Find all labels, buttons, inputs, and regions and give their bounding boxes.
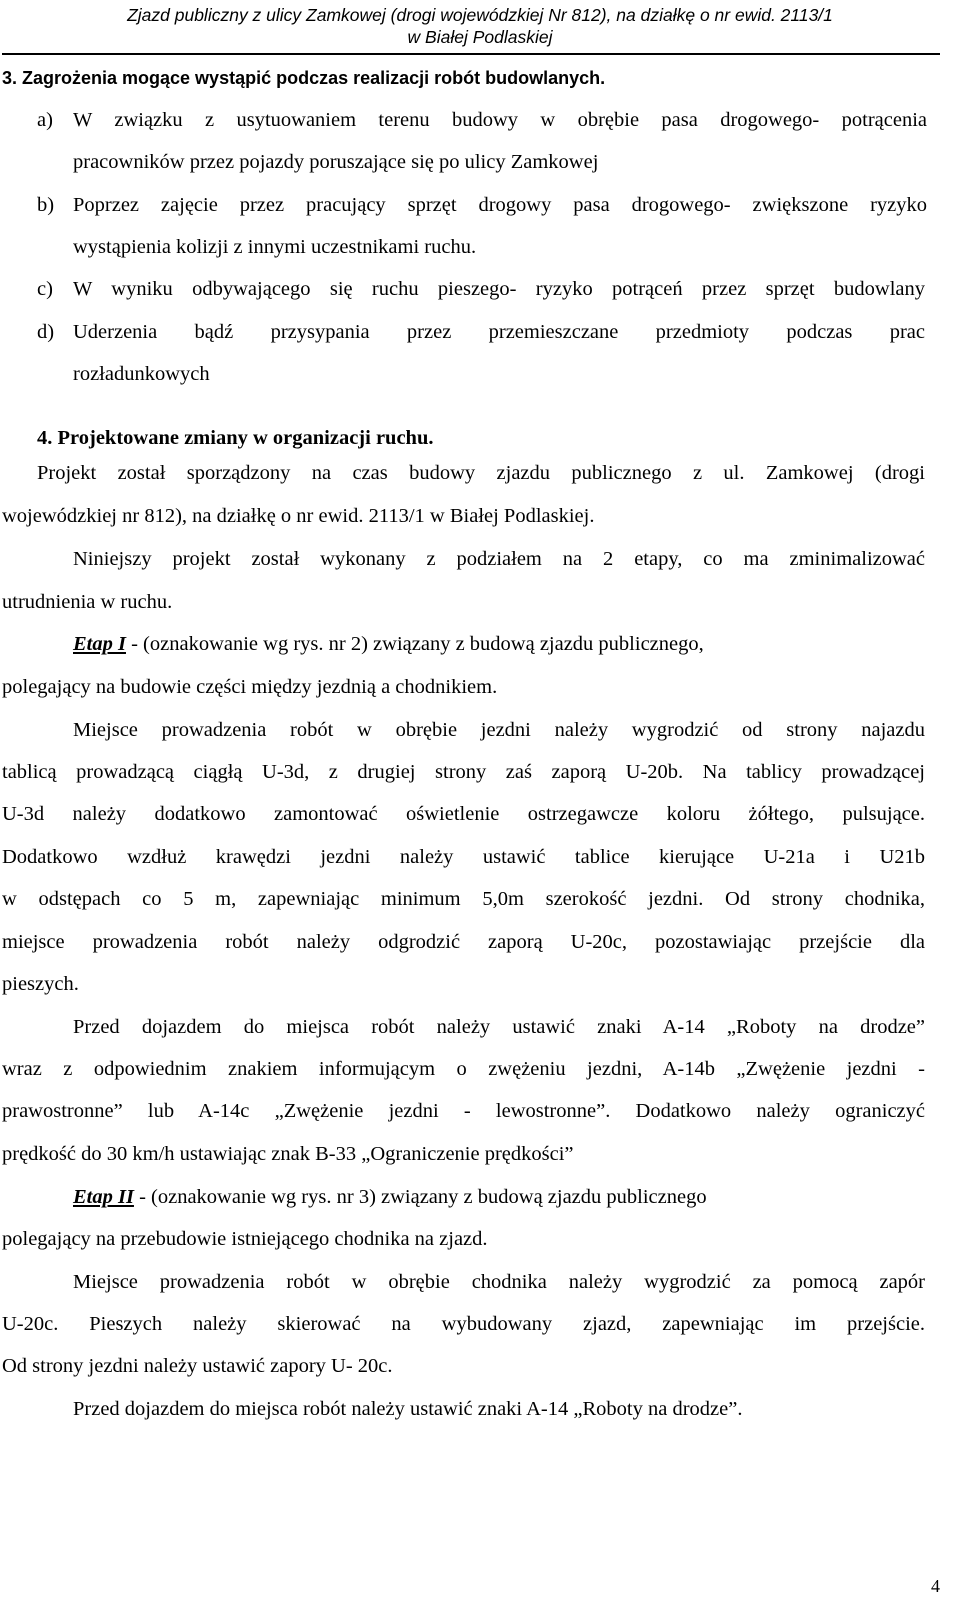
- p4-line1: Przed dojazdem do miejsca robót należy ustawić znaki A-14 „Roboty na drodze”: [73, 1016, 925, 1038]
- etap1-label: Etap I: [73, 633, 126, 655]
- item-d-label: d): [37, 321, 55, 343]
- p2-line1: Niniejszy projekt został wykonany z podziałem na 2 etapy, co ma zminimalizować: [73, 548, 925, 570]
- etap2-text: - (oznakowanie wg rys. nr 3) związany z budową zjazdu publicznego: [133, 1186, 707, 1208]
- etap1-line2: polegający na budowie części między jezdnią a chodnikiem.: [2, 676, 498, 698]
- p6-line1: Przed dojazdem do miejsca robót należy ustawić znaki A-14 „Roboty na drodze”.: [73, 1398, 743, 1420]
- header-rule: [2, 53, 940, 55]
- running-header-line2: w Białej Podlaskiej: [407, 27, 553, 47]
- p2-line2: utrudnienia w ruchu.: [2, 591, 173, 613]
- p4-line3: prawostronne” lub A-14c „Zwężenie jezdni - lewostronne”. Dodatkowo należy ograniczyć: [2, 1100, 925, 1122]
- item-b-label: b): [37, 194, 55, 216]
- p4-line4: prędkość do 30 km/h ustawiając znak B-33 „Ograniczenie prędkości”: [2, 1143, 574, 1165]
- item-c-line1: W wyniku odbywającego się ruchu pieszego- ryzyko potrąceń przez sprzęt budowlany: [73, 278, 925, 300]
- p3-line2: tablicą prowadzącą ciągłą U-3d, z drugiej strony zaś zaporą U-20b. Na tablicy prowadzącej: [2, 761, 925, 783]
- p5-line3: Od strony jezdni należy ustawić zapory U- 20c.: [2, 1355, 393, 1377]
- p3-line7: pieszych.: [2, 973, 79, 995]
- etap1-line1: [73, 632, 704, 656]
- item-d-line2: rozładunkowych: [73, 363, 210, 385]
- p1-line1: Projekt został sporządzony na czas budowy zjazdu publicznego z ul. Zamkowej (drogi: [37, 462, 925, 484]
- p1-line2: wojewódzkiej nr 812), na działkę o nr ewid. 2113/1 w Białej Podlaskiej.: [2, 505, 595, 527]
- item-c-label: c): [37, 278, 53, 300]
- p3-line6: miejsce prowadzenia robót należy odgrodzić zaporą U-20c, pozostawiając przejście dla: [2, 931, 925, 953]
- etap2-line2: polegający na przebudowie istniejącego chodnika na zjazd.: [2, 1228, 488, 1250]
- item-d-line1: Uderzenia bądź przysypania przez przemieszczane przedmioty podczas prac: [73, 321, 925, 343]
- page-number: 4: [931, 1576, 940, 1596]
- running-header-line1: Zjazd publiczny z ulicy Zamkowej (drogi wojewódzkiej Nr 812), na działkę o nr ewid. 2113/1: [127, 5, 833, 25]
- item-a-line1: W związku z usytuowaniem terenu budowy w obrębie pasa drogowego- potrącenia: [73, 109, 927, 131]
- p5-line2: U-20c. Pieszych należy skierować na wybudowany zjazd, zapewniając im przejście.: [2, 1313, 925, 1335]
- section-4-heading: 4. Projektowane zmiany w organizacji ruchu.: [37, 427, 434, 449]
- item-a-line2: pracowników przez pojazdy poruszające się po ulicy Zamkowej: [73, 151, 599, 173]
- p3-line5: w odstępach co 5 m, zapewniając minimum 5,0m szerokość jezdni. Od strony chodnika,: [2, 888, 925, 910]
- etap2-line1: [73, 1185, 707, 1209]
- item-b-line2: wystąpienia kolizji z innymi uczestnikami ruchu.: [73, 236, 477, 258]
- etap2-label: Etap II: [73, 1186, 134, 1208]
- p3-line1: Miejsce prowadzenia robót w obrębie jezdni należy wygrodzić od strony najazdu: [73, 719, 925, 741]
- p3-line4: Dodatkowo wzdłuż krawędzi jezdni należy ustawić tablice kierujące U-21a i U21b: [2, 846, 925, 868]
- p5-line1: Miejsce prowadzenia robót w obrębie chodnika należy wygrodzić za pomocą zapór: [73, 1271, 925, 1293]
- section-3-heading: 3. Zagrożenia mogące wystąpić podczas realizacji robót budowlanych.: [2, 68, 606, 88]
- item-a-label: a): [37, 109, 53, 131]
- etap1-text: - (oznakowanie wg rys. nr 2) związany z budową zjazdu publicznego,: [125, 633, 704, 655]
- p3-line3: U-3d należy dodatkowo zamontować oświetlenie ostrzegawcze koloru żółtego, pulsujące.: [2, 803, 925, 825]
- item-b-line1: Poprzez zajęcie przez pracujący sprzęt drogowy pasa drogowego- zwiększone ryzyko: [73, 194, 927, 216]
- p4-line2: wraz z odpowiednim znakiem informującym o zwężeniu jezdni, A-14b „Zwężenie jezdni -: [2, 1058, 925, 1080]
